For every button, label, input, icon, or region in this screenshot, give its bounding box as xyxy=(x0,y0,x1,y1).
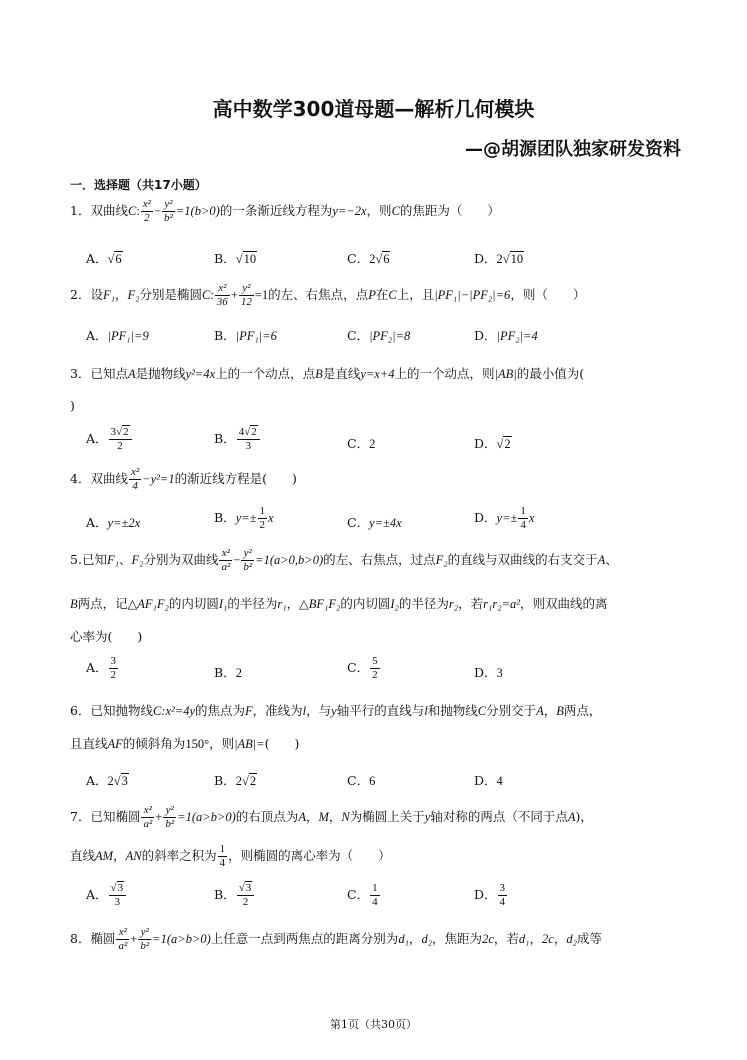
question-5-line-3: 心率为( ) xyxy=(70,629,143,644)
q6-option-d[interactable]: D．4 xyxy=(474,773,503,788)
page-subtitle: —@胡源团队独家研发资料 xyxy=(465,139,681,160)
question-3-line-2: ) xyxy=(70,398,75,413)
q3-option-a[interactable]: A． $\frac{3√2}{2}$ xyxy=(86,426,133,453)
q1-option-b[interactable]: B．√10 xyxy=(214,251,257,266)
q6-option-a[interactable]: A．2√3 xyxy=(86,773,128,788)
question-6-line-2: 且直线AF的倾斜角为150°，则|AB|=( ) xyxy=(70,736,300,751)
q6-option-c[interactable]: C．6 xyxy=(347,773,376,788)
q1-option-a[interactable]: A．√6 xyxy=(86,251,122,266)
q4-option-b[interactable]: B．y=± $\frac{1}{2}$ x xyxy=(214,505,274,531)
q2-option-c[interactable]: C．|PF₂|=8 xyxy=(347,328,411,343)
q4-option-c[interactable]: C．y=±4x xyxy=(347,515,402,530)
page-footer: 第1页（共30页） xyxy=(330,1018,417,1031)
q7-option-a[interactable]: A． $\frac{√3}{3}$ xyxy=(86,882,127,909)
q3-option-c[interactable]: C．2 xyxy=(347,436,376,451)
question-5-line-2: B两点，记△AF₁F₂的内切圆I₁的半径为r₁，△BF₁F₂的内切圆I₂的半径为r₂，若r₁r₂=a²，则双曲线的离 xyxy=(70,596,608,611)
question-3: 3．已知点A是抛物线y²=4x上的一个动点，点B是直线y=x+4上的一个动点，则|AB|的最小值为( xyxy=(70,366,585,381)
q5-option-b[interactable]: B．2 xyxy=(214,665,242,680)
q2-option-d[interactable]: D．|PF₂|=4 xyxy=(474,328,538,343)
question-7: 7．已知椭圆 $\frac{\text{x²}}{\text{a²}}$ + $\frac{\text{y²}}{\text{b²}}$ =1(a>b>0)的右顶点为A，M，N为椭圆上关于y轴对称的两点（不同于点A)， xyxy=(70,804,593,830)
q4-option-d[interactable]: D．y=± $\frac{1}{4}$ x xyxy=(474,505,535,531)
q1-option-d[interactable]: D．2√10 xyxy=(474,251,524,266)
q5-option-c[interactable]: C． $\frac{5}{2}$ xyxy=(347,655,378,681)
q6-option-b[interactable]: B．2√2 xyxy=(214,773,257,788)
question-6: 6．已知抛物线C:x²=4y的焦点为F，准线为l，与y轴平行的直线与l和抛物线C分别交于A，B两点， xyxy=(70,703,602,718)
question-7-line-2: 直线AM，AN的斜率之积为 $\frac{1}{4}$ ，则椭圆的离心率为（ ） xyxy=(70,843,391,869)
question-4: 4．双曲线 $\frac{\text{x²}}{4}$ −y²=1的渐近线方程是( ) xyxy=(70,466,297,492)
question-8: 8．椭圆 $\frac{\text{x²}}{\text{a²}}$ + $\frac{\text{y²}}{\text{b²}}$ =1(a>b>0)上任意一点到两焦点的距离分别为d₁，d₂，焦距为2c，若d₁，2c，d₂成等 xyxy=(70,926,602,952)
q5-option-d[interactable]: D．3 xyxy=(474,665,503,680)
page-title: 高中数学300道母题—解析几何模块 xyxy=(212,97,535,121)
q2-option-b[interactable]: B．|PF₁|=6 xyxy=(214,328,277,343)
q7-option-c[interactable]: C． $\frac{1}{4}$ xyxy=(347,882,378,908)
question-2: 2．设F₁，F₂分别是椭圆C: $\frac{\text{x²}}{36}$ + $\frac{\text{y²}}{12}$ =1的左、右焦点，点P在C上，且|PF₁|−|PF₂|=6，则（ ） xyxy=(70,282,586,308)
q7-option-b[interactable]: B． $\frac{√3}{2}$ xyxy=(214,882,255,909)
q3-option-d[interactable]: D．√2 xyxy=(474,436,511,451)
q3-option-b[interactable]: B． $\frac{4√2}{3}$ xyxy=(214,426,261,453)
q7-option-d[interactable]: D． $\frac{3}{4}$ xyxy=(474,882,506,908)
q2-option-a[interactable]: A．|PF₁|=9 xyxy=(86,328,149,343)
q1-option-c[interactable]: C．2√6 xyxy=(347,251,390,266)
section-heading: 一．选择题（共17小题） xyxy=(70,178,207,192)
q4-option-a[interactable]: A．y=±2x xyxy=(86,515,141,530)
question-5: 5.已知F₁、F₂分别为双曲线 $\frac{\text{x²}}{\text{a²}}$ − $\frac{\text{y²}}{\text{b²}}$ =1(a>0,b>0)的左、右焦点，过点F₂的直线与双曲线的右支交于A、 xyxy=(70,547,618,573)
q5-option-a[interactable]: A． $\frac{3}{2}$ xyxy=(86,655,117,681)
question-1: 1．双曲线C: $\frac{\text{x²}}{2}$ − $\frac{\text{y²}}{\text{b²}}$ =1(b>0)的一条渐近线方程为y=−2x，则C的焦距为（ ） xyxy=(70,198,500,224)
